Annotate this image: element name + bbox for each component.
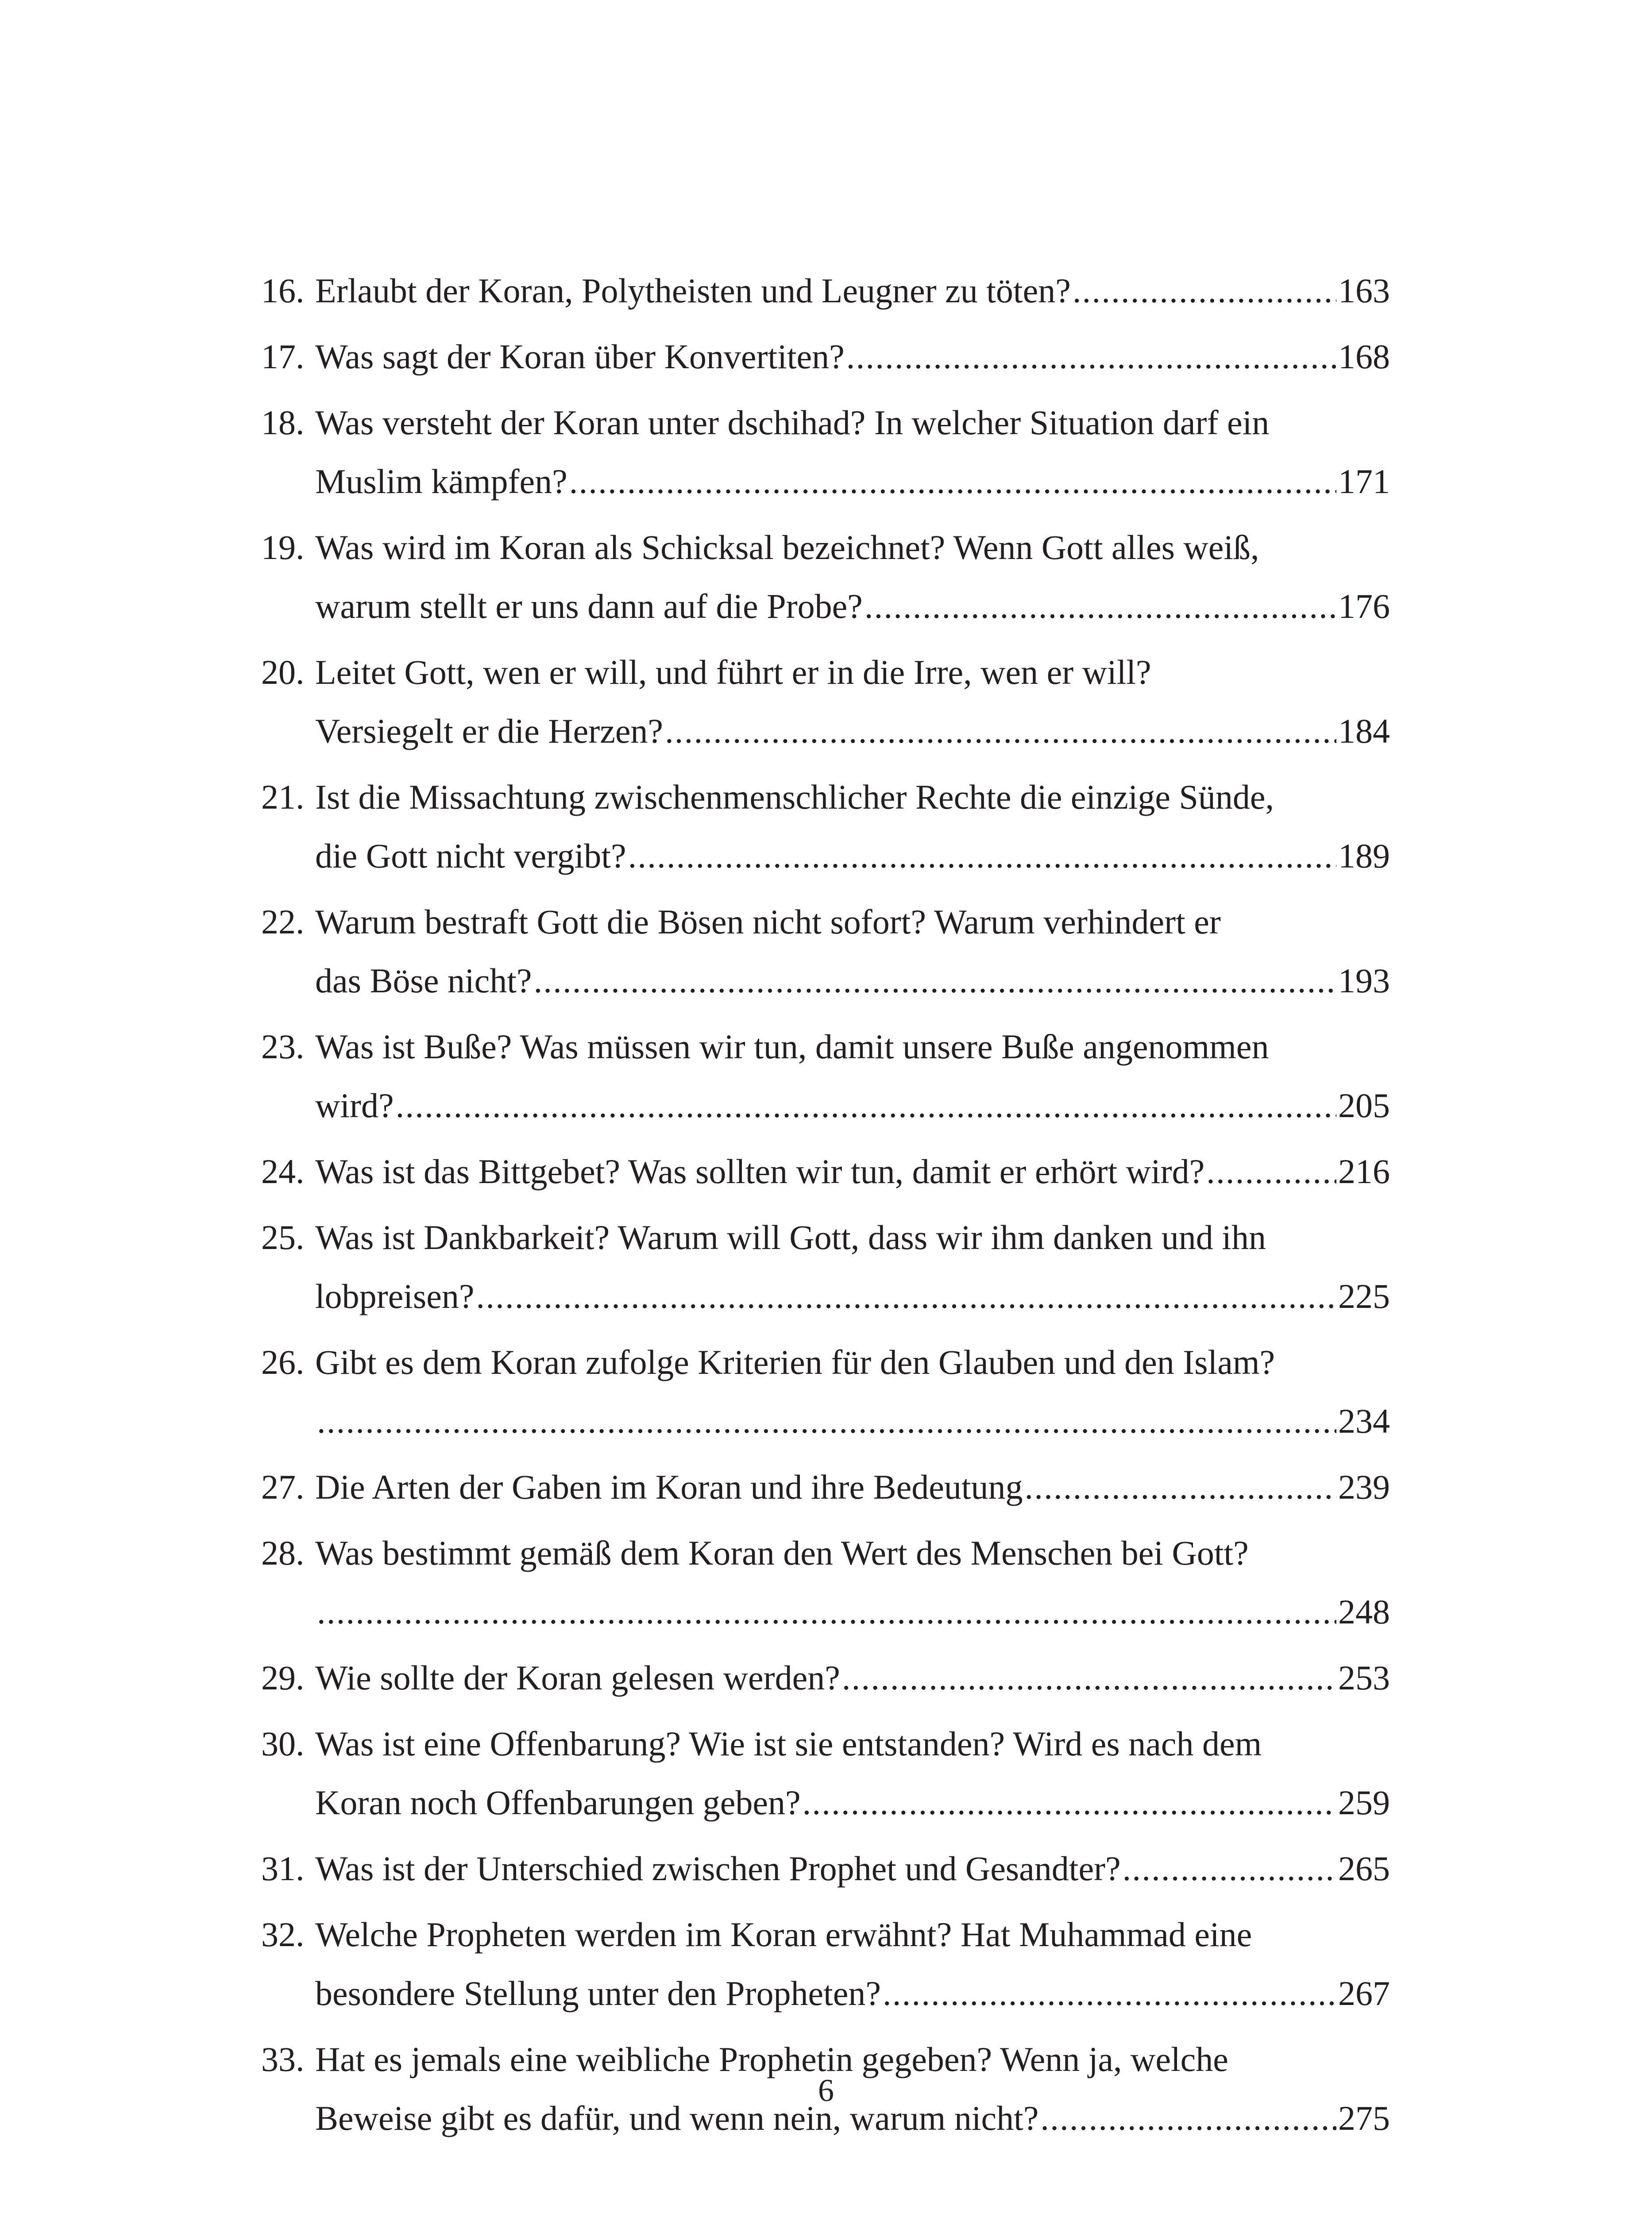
entry-page-number: 176 <box>1338 587 1390 625</box>
entry-title-line: Hat es jemals eine weibliche Prophetin gegeben? Wenn ja, welche <box>315 2040 1228 2078</box>
entry-page-number: 239 <box>1338 1468 1390 1506</box>
entry-title-line: Was sagt der Koran über Konvertiten? <box>315 337 845 376</box>
entry-number: 22. <box>261 902 305 941</box>
entry-body <box>315 1017 1390 1135</box>
entry-leader-line <box>315 1839 1390 1898</box>
entry-body <box>315 1457 1390 1516</box>
toc-entry <box>261 643 1390 760</box>
dot-leader <box>1025 1457 1336 1516</box>
entry-number: 24. <box>261 1152 305 1191</box>
entry-page-number: 275 <box>1338 2099 1390 2137</box>
entry-number: 20. <box>261 653 305 691</box>
entry-title-line: Gibt es dem Koran zufolge Kriterien für den Glauben und den Islam? <box>315 1343 1275 1381</box>
entry-page-number: 168 <box>1338 337 1390 376</box>
entry-body <box>315 1905 1390 2023</box>
entry-number: 30. <box>261 1724 305 1763</box>
entry-body <box>315 1333 1390 1450</box>
entry-title-line: Was bestimmt gemäß dem Koran den Wert des Menschen bei Gott? <box>315 1534 1249 1572</box>
entry-leader-line <box>315 1582 1390 1641</box>
entry-body <box>315 643 1390 760</box>
dot-leader <box>317 1392 1336 1450</box>
entry-title-line: Was versteht der Koran unter dschihad? In welcher Situation darf ein <box>315 403 1270 442</box>
entry-page-number: 184 <box>1338 712 1390 750</box>
entry-body <box>315 767 1390 885</box>
entry-title-line: Versiegelt er die Herzen? <box>315 712 664 750</box>
entry-body <box>315 1208 1390 1326</box>
toc-entry <box>261 892 1390 1010</box>
entry-title-line: Muslim kämpfen? <box>315 462 567 501</box>
entry-leader-line <box>315 826 1390 885</box>
entry-page-number: 163 <box>1338 271 1390 310</box>
entry-page-number: 253 <box>1338 1658 1390 1697</box>
toc-entry <box>261 393 1390 511</box>
entry-body <box>315 1648 1390 1707</box>
entry-title-line: Was ist Buße? Was müssen wir tun, damit unsere Buße angenommen <box>315 1027 1269 1066</box>
dot-leader <box>534 951 1336 1010</box>
entry-body <box>315 393 1390 511</box>
entry-leader-line <box>315 702 1390 760</box>
entry-leader-line <box>315 1267 1390 1326</box>
toc-entry <box>261 1839 1390 1898</box>
entry-number: 26. <box>261 1343 305 1381</box>
entry-title-line: das Böse nicht? <box>315 961 532 1000</box>
entry-number: 17. <box>261 337 305 376</box>
toc-entry <box>261 1142 1390 1201</box>
entry-title-line: die Gott nicht vergibt? <box>315 837 626 875</box>
dot-leader <box>317 1582 1336 1641</box>
entry-title-line: Koran noch Offenbarungen geben? <box>315 1783 801 1822</box>
dot-leader <box>628 826 1336 885</box>
dot-leader <box>396 1076 1336 1135</box>
entry-title-line: Was ist Dankbarkeit? Warum will Gott, dass wir ihm danken und ihn <box>315 1218 1266 1257</box>
entry-title-line: Was wird im Koran als Schicksal bezeichnet? Wenn Gott alles weiß, <box>315 528 1259 567</box>
entry-body <box>315 261 1390 320</box>
entry-title-line: warum stellt er uns dann auf die Probe? <box>315 587 863 625</box>
entry-number: 21. <box>261 778 305 816</box>
entry-body <box>315 1142 1390 1201</box>
entry-page-number: 225 <box>1338 1277 1390 1315</box>
entry-body <box>315 327 1390 386</box>
toc-entry <box>261 518 1390 636</box>
entry-page-number: 267 <box>1338 1974 1390 2013</box>
entry-title-line: Welche Propheten werden im Koran erwähnt? Hat Muhammad eine <box>315 1915 1252 1954</box>
entry-leader-line <box>315 1648 1390 1707</box>
entry-number: 25. <box>261 1218 305 1257</box>
entry-number: 29. <box>261 1658 305 1697</box>
toc-entry <box>261 1457 1390 1516</box>
entry-number: 16. <box>261 271 305 310</box>
entry-title-line: wird? <box>315 1086 394 1125</box>
entry-number: 33. <box>261 2040 305 2078</box>
entry-page-number: 234 <box>1338 1402 1390 1440</box>
entry-number: 28. <box>261 1534 305 1572</box>
page-number: 6 <box>818 2073 834 2108</box>
entry-title-line: lobpreisen? <box>315 1277 475 1315</box>
entry-leader-line <box>315 452 1390 511</box>
toc-entry <box>261 1714 1390 1832</box>
dot-leader <box>803 1773 1336 1832</box>
entry-number: 19. <box>261 528 305 567</box>
entry-title-line: Erlaubt der Koran, Polytheisten und Leugner zu töten? <box>315 271 1071 310</box>
entry-title-line: Wie sollte der Koran gelesen werden? <box>315 1658 840 1697</box>
dot-leader <box>1123 1839 1336 1898</box>
entry-title-line: Warum bestraft Gott die Bösen nicht sofort? Warum verhindert er <box>315 902 1221 941</box>
toc-entry <box>261 261 1390 320</box>
entry-leader-line <box>315 1773 1390 1832</box>
dot-leader <box>476 1267 1336 1326</box>
entry-title-line: Was ist das Bittgebet? Was sollten wir tun, damit er erhört wird? <box>315 1152 1205 1191</box>
entry-body <box>315 1839 1390 1898</box>
entry-leader-line <box>315 577 1390 636</box>
entry-page-number: 189 <box>1338 837 1390 875</box>
entry-body <box>315 892 1390 1010</box>
entry-leader-line <box>315 1964 1390 2023</box>
entry-page-number: 193 <box>1338 961 1390 1000</box>
entry-page-number: 205 <box>1338 1086 1390 1125</box>
entry-number: 23. <box>261 1027 305 1066</box>
entry-number: 32. <box>261 1915 305 1954</box>
entry-number: 31. <box>261 1849 305 1888</box>
entry-leader-line <box>315 327 1390 386</box>
entry-body <box>315 518 1390 636</box>
dot-leader <box>842 1648 1336 1707</box>
entry-title-line: besondere Stellung unter den Propheten? <box>315 1974 881 2013</box>
entry-title-line: Beweise gibt es dafür, und wenn nein, warum nicht? <box>315 2099 1039 2137</box>
entry-page-number: 171 <box>1338 462 1390 501</box>
entry-leader-line <box>315 1392 1390 1450</box>
dot-leader <box>846 327 1336 386</box>
toc-entry <box>261 1333 1390 1450</box>
dot-leader <box>1073 261 1336 320</box>
entry-title-line: Was ist der Unterschied zwischen Prophet und Gesandter? <box>315 1849 1121 1888</box>
entry-page-number: 265 <box>1338 1849 1390 1888</box>
entry-body <box>315 1523 1390 1641</box>
table-of-contents <box>261 261 1390 2155</box>
entry-page-number: 259 <box>1338 1783 1390 1822</box>
entry-number: 27. <box>261 1468 305 1506</box>
dot-leader <box>1206 1142 1336 1201</box>
entry-title-line: Ist die Missachtung zwischenmenschlicher Rechte die einzige Sünde, <box>315 778 1274 816</box>
entry-title-line: Die Arten der Gaben im Koran und ihre Bedeutung <box>315 1468 1023 1506</box>
entry-leader-line <box>315 261 1390 320</box>
toc-entry <box>261 1648 1390 1707</box>
toc-entry <box>261 767 1390 885</box>
entry-leader-line <box>315 1076 1390 1135</box>
dot-leader <box>665 702 1336 760</box>
entry-title-line: Leitet Gott, wen er will, und führt er in die Irre, wen er will? <box>315 653 1151 691</box>
entry-leader-line <box>315 1142 1390 1201</box>
toc-entry <box>261 1905 1390 2023</box>
entry-number: 18. <box>261 403 305 442</box>
toc-entry <box>261 1017 1390 1135</box>
dot-leader <box>883 1964 1336 2023</box>
entry-page-number: 216 <box>1338 1152 1390 1191</box>
toc-entry <box>261 1208 1390 1326</box>
toc-entry <box>261 327 1390 386</box>
entry-leader-line <box>315 1457 1390 1516</box>
entry-title-line: Was ist eine Offenbarung? Wie ist sie entstanden? Wird es nach dem <box>315 1724 1262 1763</box>
toc-entry <box>261 1523 1390 1641</box>
entry-body <box>315 1714 1390 1832</box>
entry-page-number: 248 <box>1338 1592 1390 1631</box>
dot-leader <box>569 452 1336 511</box>
dot-leader <box>865 577 1336 636</box>
entry-leader-line <box>315 951 1390 1010</box>
